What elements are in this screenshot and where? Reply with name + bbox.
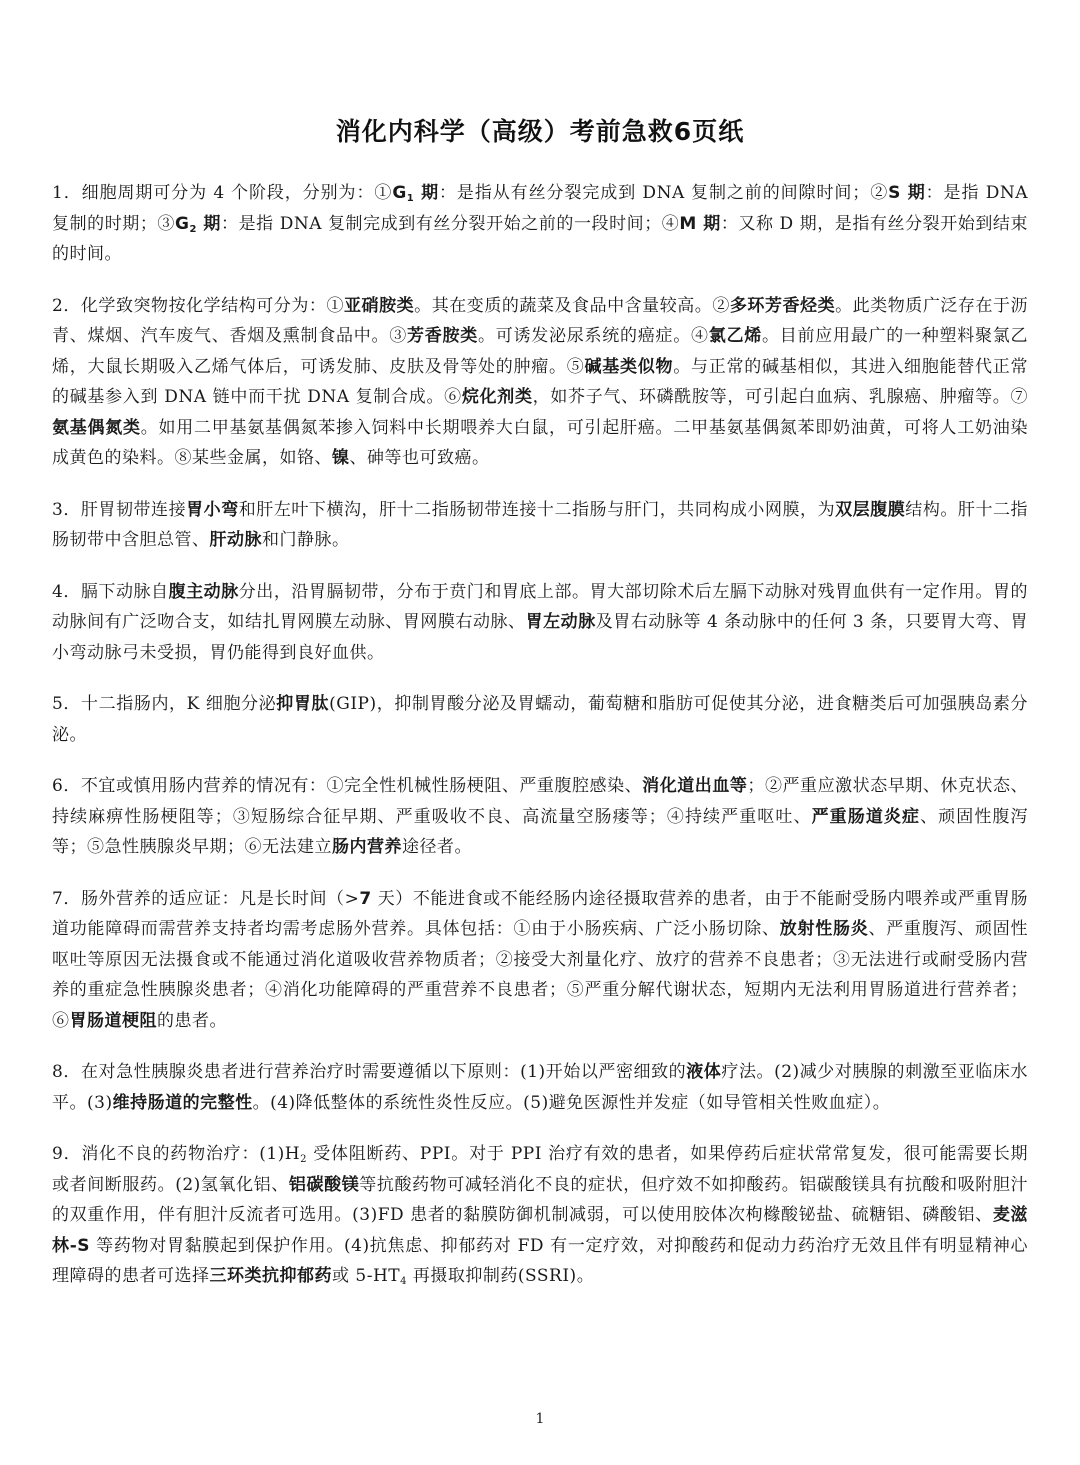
text-run: 和门静脉。 xyxy=(262,530,350,550)
paragraph-3 xyxy=(52,495,1028,556)
bold-term: 期 xyxy=(414,183,440,203)
bold-term: 放射性肠炎 xyxy=(779,919,869,939)
text-run: 3．肝胃韧带连接 xyxy=(52,499,187,520)
bold-term: 胃小弯 xyxy=(186,499,239,520)
paragraph-8 xyxy=(52,1057,1028,1118)
text-run: 或 5-HT xyxy=(332,1266,401,1286)
text-run: ，如芥子气、环磷酰胺等，可引起白血病、乳腺癌、肿瘤等。⑦ xyxy=(532,387,1028,407)
bold-term: 亚硝胺类 xyxy=(344,295,415,316)
paragraph-7 xyxy=(52,884,1028,1037)
bold-term: 消化道出血等 xyxy=(642,776,748,796)
bold-term: 胃左动脉 xyxy=(525,612,596,632)
bold-term: 胃肠道梗阻 xyxy=(69,1010,157,1031)
text-run: 。与正常的碱基相似，其进入细胞能替代正常的碱基参入到 DNA 链中而干扰 DNA 复制合成。⑥ xyxy=(52,356,1028,407)
text-run: 、砷等也可致癌。 xyxy=(349,448,490,468)
text-run: 。(4)降低整体的系统性炎性反应。(5)避免医源性并发症（如导管相关性败血症）。 xyxy=(252,1092,891,1113)
text-run: 4．膈下动脉自 xyxy=(52,581,169,602)
text-run: ：是指 DNA 复制完成到有丝分裂开始之前的一段时间；④ xyxy=(221,213,680,234)
text-run: 的患者。 xyxy=(157,1010,227,1031)
paragraph-1 xyxy=(52,178,1028,270)
text-run: (GIP)，抑制胃酸分泌及胃蠕动，葡萄糖和脂肪可促使其分泌，进食糖类后可加强胰岛素分泌。 xyxy=(52,694,1029,745)
bold-term: 肝动脉 xyxy=(209,530,262,550)
paragraph-9 xyxy=(52,1139,1028,1292)
bold-term: 抑胃肽 xyxy=(276,694,330,714)
bold-term: G xyxy=(175,213,190,234)
text-run: 等抗酸药物可减轻消化不良的症状，但疗效不如抑酸药。铝碳酸镁具有抗酸和吸附胆汁的双重作用，伴有胆汁反流者可选用。(3)FD 患者的黏膜防御机制减弱，可以使用胶体次枸橼酸铋盐、硫糖铝、磷酸铝、 xyxy=(52,1174,1028,1225)
bold-term: 氨基偶氮类 xyxy=(52,417,141,438)
subscript-text: 1 xyxy=(406,193,415,204)
text-run: 6．不宜或慎用肠内营养的情况有：①完全性机械性肠梗阻、严重腹腔感染、 xyxy=(52,776,643,796)
subscript-text: 2 xyxy=(300,1154,308,1165)
text-run: ：又称 D 期，是指有丝分裂开始到结束的时间。 xyxy=(52,213,1029,264)
paragraph-2 xyxy=(52,291,1028,474)
text-run: 7．肠外营养的适应证：凡是长时间（> xyxy=(52,888,360,909)
paragraph-4 xyxy=(52,577,1028,669)
bold-term: 镍 xyxy=(332,448,350,468)
bold-term: 7 xyxy=(359,888,372,909)
text-run: 和肝左叶下横沟，肝十二指肠韧带连接十二指肠与肝门，共同构成小网膜，为 xyxy=(238,499,836,520)
text-run: 途径者。 xyxy=(402,837,472,857)
text-run: 、严重腹泻、顽固性呕吐等原因无法摄食或不能通过消化道吸收营养物质者；②接受大剂量化疗、放疗的营养不良患者；③无法进行或耐受肠内营养的重症急性胰腺炎患者；④消化功能障碍的严重营养不良患者；⑤严重分解代谢状态，短期内无法利用胃肠道进行营养者；⑥ xyxy=(52,919,1028,1031)
bold-term: 液体 xyxy=(686,1062,722,1082)
text-run: 。如用二甲基氨基偶氮苯掺入饲料中长期喂养大白鼠，可引起肝癌。二甲基氨基偶氮苯即奶油黄，可将人工奶油染成黄色的染料。⑧某些金属，如铬、 xyxy=(52,417,1028,468)
bold-term: 腹主动脉 xyxy=(168,581,239,602)
text-run: 2．化学致突物按化学结构可分为：① xyxy=(52,295,344,316)
bold-term: M 期 xyxy=(679,213,721,234)
text-run: 、顽固性腹泻等；⑤急性胰腺炎早期；⑥无法建立 xyxy=(52,806,1029,857)
document-body xyxy=(52,178,1028,1313)
page-number: 1 xyxy=(535,1411,545,1427)
text-run: 。此类物质广泛存在于沥青、煤烟、汽车废气、香烟及熏制食品中。③ xyxy=(52,295,1029,346)
text-run: 结构。肝十二指肠韧带中含胆总管、 xyxy=(52,499,1029,550)
subscript-text: 2 xyxy=(189,223,197,235)
bold-term: 期 xyxy=(196,213,221,234)
subscript-text: 4 xyxy=(400,1276,408,1287)
page-title: 消化内科学（高级）考前急救6页纸 xyxy=(335,117,745,146)
text-run: 分出，沿胃膈韧带，分布于贲门和胃底上部。胃大部切除术后左膈下动脉对残胃血供有一定作用。胃的动脉间有广泛吻合支，如结扎胃网膜左动脉、胃网膜右动脉、 xyxy=(52,581,1029,632)
text-run: 1．细胞周期可分为 4 个阶段，分别为：① xyxy=(52,183,393,203)
bold-term: 麦滋林-S xyxy=(52,1205,1028,1256)
text-run: ；②严重应激状态早期、休克状态、持续麻痹性肠梗阻等；③短肠综合征早期、严重吸收不良、高流量空肠瘘等；④持续严重呕吐、 xyxy=(52,776,1029,827)
bold-term: 多环芳香烃类 xyxy=(729,295,836,316)
text-run: 。其在变质的蔬菜及食品中含量较高。② xyxy=(414,295,730,316)
text-run: ：是指 DNA 复制的时期；③ xyxy=(52,183,1028,234)
text-run: 8．在对急性胰腺炎患者进行营养治疗时需要遵循以下原则：(1)开始以严密细致的 xyxy=(52,1062,687,1082)
bold-term: 烷化剂类 xyxy=(461,387,533,407)
text-run: 天）不能进食或不能经肠内途径摄取营养的患者，由于不能耐受肠内喂养或严重胃肠道功能障碍而需营养支持者均需考虑肠外营养。具体包括：①由于小肠疾病、广泛小肠切除、 xyxy=(52,888,1029,939)
bold-term: S 期 xyxy=(888,183,926,203)
text-run: 疗法。(2)减少对胰腺的刺激至亚临床水平。(3) xyxy=(52,1062,1028,1113)
bold-term: 严重肠道炎症 xyxy=(811,806,921,827)
bold-term: 双层腹膜 xyxy=(835,499,906,520)
bold-term: 芳香胺类 xyxy=(407,326,478,346)
bold-term: 氯乙烯 xyxy=(708,326,762,346)
bold-term: 三环类抗抑郁药 xyxy=(209,1266,332,1286)
bold-term: 维持肠道的完整性 xyxy=(112,1092,253,1113)
text-run: 等药物对胃黏膜起到保护作用。(4)抗焦虑、抑郁药对 FD 有一定疗效，对抑酸药和促动力药治疗无效且伴有明显精神心理障碍的患者可选择 xyxy=(52,1235,1028,1286)
text-run: 。目前应用最广的一种塑料聚氯乙烯，大鼠长期吸入乙烯气体后，可诱发肺、皮肤及骨等处的肿瘤。⑤ xyxy=(52,326,1028,377)
text-run: ：是指从有丝分裂完成到 DNA 复制之前的间隙时间；② xyxy=(439,183,889,203)
text-run: 及胃右动脉等 4 条动脉中的任何 3 条，只要胃大弯、胃小弯动脉弓未受损，胃仍能得到良好血供。 xyxy=(52,612,1029,663)
bold-term: G xyxy=(392,183,407,203)
paragraph-5 xyxy=(52,689,1028,750)
text-run: 5．十二指肠内，K 细胞分泌 xyxy=(52,694,277,714)
bold-term: 碱基类似物 xyxy=(584,356,674,377)
text-run: 受体阻断药、PPI。对于 PPI 治疗有效的患者，如果停药后症状常常复发，很可能需要长期或者间断服药。(2)氢氧化铝、 xyxy=(52,1144,1028,1195)
bold-term: 铝碳酸镁 xyxy=(288,1174,360,1195)
text-run: 。可诱发泌尿系统的癌症。④ xyxy=(478,326,709,346)
text-run: 9．消化不良的药物治疗：(1)H xyxy=(52,1144,301,1164)
bold-term: 肠内营养 xyxy=(332,837,402,857)
paragraph-6 xyxy=(52,771,1028,863)
text-run: 再摄取抑制药(SSRI)。 xyxy=(407,1266,595,1286)
